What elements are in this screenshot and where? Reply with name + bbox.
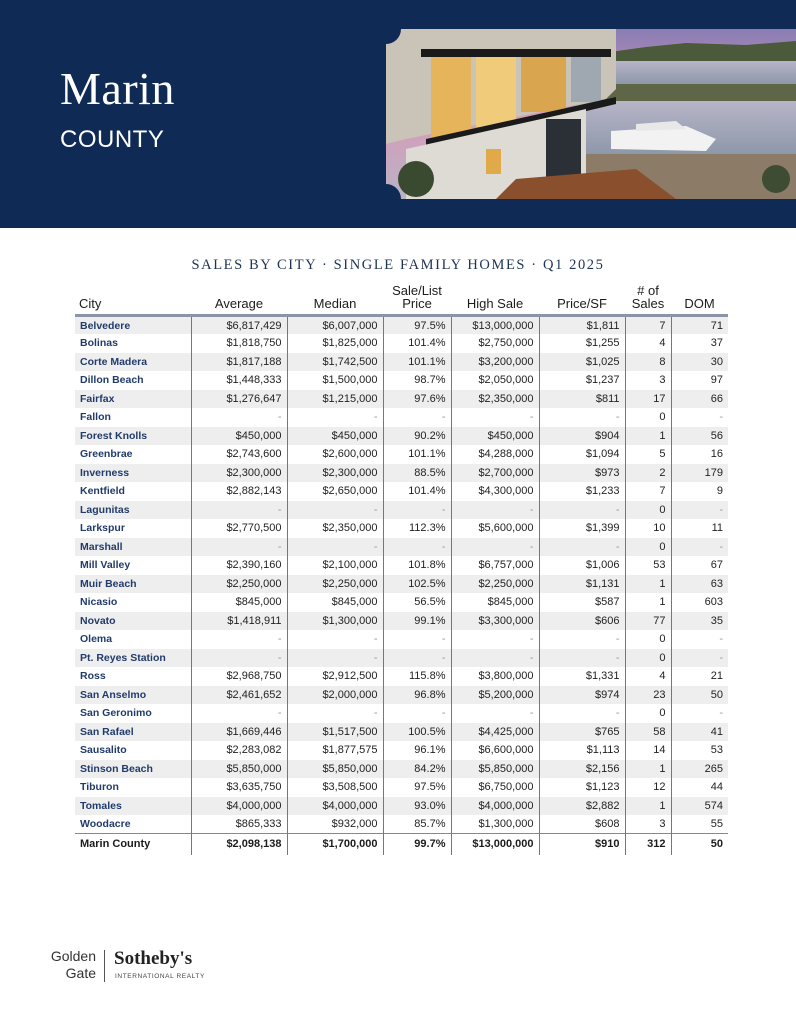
cell-city: Pt. Reyes Station: [75, 649, 191, 668]
cell-high-sale: $1,300,000: [451, 815, 539, 834]
cell-num-sales: 0: [625, 630, 671, 649]
cell-sale-list: 101.1%: [383, 353, 451, 372]
cell-num-sales: 1: [625, 760, 671, 779]
cell-average: $6,817,429: [191, 316, 287, 335]
sales-by-city-table: [75, 284, 728, 855]
cell-high-sale: -: [451, 408, 539, 427]
cell-high-sale: $4,425,000: [451, 723, 539, 742]
table-row: [75, 501, 728, 520]
cell-price-sf: $587: [539, 593, 625, 612]
cell-city: Marshall: [75, 538, 191, 557]
cell-price-sf: -: [539, 538, 625, 557]
cell-average: $450,000: [191, 427, 287, 446]
cell-price-sf: $1,233: [539, 482, 625, 501]
page-title: Marin: [60, 63, 175, 114]
cell-sale-list: 93.0%: [383, 797, 451, 816]
cell-sale-list: 88.5%: [383, 464, 451, 483]
cell-average: -: [191, 538, 287, 557]
cell-sale-list: -: [383, 538, 451, 557]
cell-num-sales: 10: [625, 519, 671, 538]
table-row: [75, 316, 728, 335]
table-row: [75, 612, 728, 631]
cell-median: $1,500,000: [287, 371, 383, 390]
cell-city: Inverness: [75, 464, 191, 483]
cell-city: Forest Knolls: [75, 427, 191, 446]
table-row: [75, 723, 728, 742]
cell-num-sales: 3: [625, 815, 671, 834]
cell-average: $2,250,000: [191, 575, 287, 594]
cell-dom: 21: [671, 667, 728, 686]
cell-sale-list: -: [383, 630, 451, 649]
cell-sale-list: 97.5%: [383, 316, 451, 335]
cell-city: Ross: [75, 667, 191, 686]
cell-average: $2,968,750: [191, 667, 287, 686]
table-row: [75, 408, 728, 427]
cell-price-sf: -: [539, 408, 625, 427]
cell-num-sales: 4: [625, 334, 671, 353]
cell-high-sale: $3,300,000: [451, 612, 539, 631]
cell-city: Dillon Beach: [75, 371, 191, 390]
cell-dom: -: [671, 630, 728, 649]
table-row: [75, 334, 728, 353]
cell-price-sf: $1,237: [539, 371, 625, 390]
cell-high-sale: $5,200,000: [451, 686, 539, 705]
cell-average: $845,000: [191, 593, 287, 612]
cell-high-sale: $3,200,000: [451, 353, 539, 372]
cell-dom: 71: [671, 316, 728, 335]
cell-dom: -: [671, 501, 728, 520]
house-photo-image: [386, 29, 796, 199]
total-price-sf: $910: [539, 834, 625, 855]
cell-median: -: [287, 538, 383, 557]
cell-average: -: [191, 704, 287, 723]
logo-divider: [104, 950, 105, 982]
table-row: [75, 371, 728, 390]
cell-sale-list: 115.8%: [383, 667, 451, 686]
cell-median: $1,877,575: [287, 741, 383, 760]
cell-average: -: [191, 501, 287, 520]
col-header-num-sales: # of Sales: [625, 284, 671, 316]
cell-sale-list: 98.7%: [383, 371, 451, 390]
cell-average: $2,300,000: [191, 464, 287, 483]
table-row: [75, 464, 728, 483]
cell-num-sales: 12: [625, 778, 671, 797]
cell-price-sf: $974: [539, 686, 625, 705]
col-header-city: City: [75, 284, 191, 316]
cell-median: $1,517,500: [287, 723, 383, 742]
cell-price-sf: $606: [539, 612, 625, 631]
col-header-price-sf: Price/SF: [539, 284, 625, 316]
cell-sale-list: 56.5%: [383, 593, 451, 612]
cell-median: $2,350,000: [287, 519, 383, 538]
page-subtitle: COUNTY: [60, 126, 165, 153]
cell-high-sale: $6,600,000: [451, 741, 539, 760]
cell-high-sale: $450,000: [451, 427, 539, 446]
table-total-row: [75, 834, 728, 855]
cell-sale-list: -: [383, 649, 451, 668]
cell-price-sf: $1,399: [539, 519, 625, 538]
cell-city: Fairfax: [75, 390, 191, 409]
table-row: [75, 556, 728, 575]
cell-num-sales: 14: [625, 741, 671, 760]
cell-num-sales: 1: [625, 797, 671, 816]
table-row: [75, 649, 728, 668]
cell-num-sales: 0: [625, 649, 671, 668]
cell-median: -: [287, 649, 383, 668]
total-high-sale: $13,000,000: [451, 834, 539, 855]
table-row: [75, 704, 728, 723]
cell-median: -: [287, 501, 383, 520]
cell-high-sale: -: [451, 649, 539, 668]
table-row: [75, 593, 728, 612]
cell-price-sf: -: [539, 501, 625, 520]
logo-text-gate: Gate: [65, 965, 96, 981]
cell-city: Novato: [75, 612, 191, 631]
cell-price-sf: $1,006: [539, 556, 625, 575]
cell-num-sales: 1: [625, 593, 671, 612]
table-row: [75, 797, 728, 816]
cell-median: $4,000,000: [287, 797, 383, 816]
cell-num-sales: 2: [625, 464, 671, 483]
cell-price-sf: $1,094: [539, 445, 625, 464]
cell-sale-list: 101.4%: [383, 482, 451, 501]
col-header-median: Median: [287, 284, 383, 316]
cell-high-sale: $13,000,000: [451, 316, 539, 335]
logo-golden-gate: [46, 948, 96, 982]
total-average: $2,098,138: [191, 834, 287, 855]
cell-num-sales: 3: [625, 371, 671, 390]
cell-median: -: [287, 408, 383, 427]
table-row: [75, 482, 728, 501]
cell-median: $2,000,000: [287, 686, 383, 705]
cell-high-sale: -: [451, 538, 539, 557]
cell-average: -: [191, 630, 287, 649]
cell-median: $845,000: [287, 593, 383, 612]
cell-average: $4,000,000: [191, 797, 287, 816]
cell-city: Woodacre: [75, 815, 191, 834]
cell-high-sale: $4,300,000: [451, 482, 539, 501]
table-row: [75, 815, 728, 834]
cell-price-sf: -: [539, 630, 625, 649]
cell-high-sale: $2,250,000: [451, 575, 539, 594]
cell-sale-list: 97.6%: [383, 390, 451, 409]
cell-high-sale: -: [451, 501, 539, 520]
cell-high-sale: $2,350,000: [451, 390, 539, 409]
cell-price-sf: $1,811: [539, 316, 625, 335]
cell-dom: 35: [671, 612, 728, 631]
cell-sale-list: 84.2%: [383, 760, 451, 779]
cell-median: $6,007,000: [287, 316, 383, 335]
table-row: [75, 760, 728, 779]
cell-city: Fallon: [75, 408, 191, 427]
cell-median: $1,300,000: [287, 612, 383, 631]
total-dom: 50: [671, 834, 728, 855]
cell-average: $1,276,647: [191, 390, 287, 409]
cell-city: Sausalito: [75, 741, 191, 760]
cell-num-sales: 23: [625, 686, 671, 705]
cell-dom: 41: [671, 723, 728, 742]
cell-dom: -: [671, 704, 728, 723]
cell-median: $2,600,000: [287, 445, 383, 464]
cell-median: $3,508,500: [287, 778, 383, 797]
cell-price-sf: $608: [539, 815, 625, 834]
cell-dom: 9: [671, 482, 728, 501]
cell-num-sales: 0: [625, 704, 671, 723]
table-row: [75, 778, 728, 797]
cell-num-sales: 0: [625, 501, 671, 520]
cell-price-sf: -: [539, 704, 625, 723]
table-row: [75, 686, 728, 705]
cell-city: Greenbrae: [75, 445, 191, 464]
cell-price-sf: $904: [539, 427, 625, 446]
cell-median: $450,000: [287, 427, 383, 446]
cell-num-sales: 0: [625, 408, 671, 427]
total-city: Marin County: [75, 834, 191, 855]
cell-price-sf: $1,331: [539, 667, 625, 686]
cell-average: $2,770,500: [191, 519, 287, 538]
cell-num-sales: 4: [625, 667, 671, 686]
logo-sothebys: Sotheby's: [114, 948, 193, 969]
cell-high-sale: $2,750,000: [451, 334, 539, 353]
cell-sale-list: 112.3%: [383, 519, 451, 538]
cell-average: $3,635,750: [191, 778, 287, 797]
cell-price-sf: $1,123: [539, 778, 625, 797]
cell-high-sale: -: [451, 704, 539, 723]
col-header-average: Average: [191, 284, 287, 316]
table-row: [75, 390, 728, 409]
cell-high-sale: -: [451, 630, 539, 649]
cell-num-sales: 1: [625, 575, 671, 594]
cell-sale-list: 90.2%: [383, 427, 451, 446]
cell-num-sales: 53: [625, 556, 671, 575]
cell-num-sales: 0: [625, 538, 671, 557]
cell-city: Kentfield: [75, 482, 191, 501]
cell-city: Tiburon: [75, 778, 191, 797]
cell-price-sf: $1,113: [539, 741, 625, 760]
cell-median: $2,100,000: [287, 556, 383, 575]
total-sale-list: 99.7%: [383, 834, 451, 855]
logo-tagline: INTERNATIONAL REALTY: [115, 973, 205, 980]
cell-dom: 63: [671, 575, 728, 594]
cell-average: $2,461,652: [191, 686, 287, 705]
cell-sale-list: 100.5%: [383, 723, 451, 742]
table-row: [75, 667, 728, 686]
cell-price-sf: -: [539, 649, 625, 668]
hero-banner: [0, 0, 796, 228]
cell-dom: 50: [671, 686, 728, 705]
cell-sale-list: -: [383, 408, 451, 427]
table-row: [75, 445, 728, 464]
table-row: [75, 353, 728, 372]
cell-average: $2,743,600: [191, 445, 287, 464]
cell-sale-list: 96.8%: [383, 686, 451, 705]
cell-city: San Rafael: [75, 723, 191, 742]
cell-dom: 574: [671, 797, 728, 816]
cell-dom: 56: [671, 427, 728, 446]
cell-city: Tomales: [75, 797, 191, 816]
cell-high-sale: $845,000: [451, 593, 539, 612]
cell-dom: 66: [671, 390, 728, 409]
cell-price-sf: $811: [539, 390, 625, 409]
cell-dom: 53: [671, 741, 728, 760]
cell-dom: -: [671, 408, 728, 427]
cell-city: Olema: [75, 630, 191, 649]
cell-average: $865,333: [191, 815, 287, 834]
cell-sale-list: 101.8%: [383, 556, 451, 575]
cell-num-sales: 1: [625, 427, 671, 446]
cell-price-sf: $1,255: [539, 334, 625, 353]
cell-median: $1,825,000: [287, 334, 383, 353]
cell-average: $1,818,750: [191, 334, 287, 353]
table-row: [75, 427, 728, 446]
cell-sale-list: 102.5%: [383, 575, 451, 594]
cell-average: $2,283,082: [191, 741, 287, 760]
total-num-sales: 312: [625, 834, 671, 855]
cell-high-sale: $3,800,000: [451, 667, 539, 686]
cell-city: Nicasio: [75, 593, 191, 612]
cell-high-sale: $2,050,000: [451, 371, 539, 390]
cell-average: $2,882,143: [191, 482, 287, 501]
cell-dom: 67: [671, 556, 728, 575]
cell-sale-list: 101.4%: [383, 334, 451, 353]
cell-num-sales: 77: [625, 612, 671, 631]
cell-sale-list: 85.7%: [383, 815, 451, 834]
table-header-row: [75, 284, 728, 316]
cell-city: San Anselmo: [75, 686, 191, 705]
cell-dom: -: [671, 649, 728, 668]
cell-dom: -: [671, 538, 728, 557]
cell-median: $2,250,000: [287, 575, 383, 594]
cell-sale-list: 101.1%: [383, 445, 451, 464]
logo-text-golden: Golden: [50, 948, 96, 964]
cell-median: $1,742,500: [287, 353, 383, 372]
cell-city: Belvedere: [75, 316, 191, 335]
cell-city: Stinson Beach: [75, 760, 191, 779]
col-header-dom: DOM: [671, 284, 728, 316]
cell-high-sale: $6,750,000: [451, 778, 539, 797]
cell-median: -: [287, 630, 383, 649]
cell-high-sale: $4,288,000: [451, 445, 539, 464]
cell-median: $932,000: [287, 815, 383, 834]
cell-dom: 16: [671, 445, 728, 464]
cell-median: $1,215,000: [287, 390, 383, 409]
cell-median: $2,650,000: [287, 482, 383, 501]
cell-average: $2,390,160: [191, 556, 287, 575]
cell-average: $1,669,446: [191, 723, 287, 742]
cell-city: Mill Valley: [75, 556, 191, 575]
cell-median: -: [287, 704, 383, 723]
col-header-sale-list-price: Sale/List Price: [383, 284, 451, 316]
cell-average: -: [191, 408, 287, 427]
cell-high-sale: $4,000,000: [451, 797, 539, 816]
col-header-high-sale: High Sale: [451, 284, 539, 316]
cell-dom: 603: [671, 593, 728, 612]
cell-city: Larkspur: [75, 519, 191, 538]
hero-photo: [386, 29, 796, 199]
cell-city: San Geronimo: [75, 704, 191, 723]
cell-median: $2,300,000: [287, 464, 383, 483]
cell-high-sale: $5,600,000: [451, 519, 539, 538]
table-row: [75, 538, 728, 557]
cell-price-sf: $765: [539, 723, 625, 742]
cell-sale-list: 97.5%: [383, 778, 451, 797]
cell-num-sales: 7: [625, 316, 671, 335]
cell-num-sales: 5: [625, 445, 671, 464]
cell-high-sale: $2,700,000: [451, 464, 539, 483]
cell-median: $5,850,000: [287, 760, 383, 779]
cell-dom: 11: [671, 519, 728, 538]
total-median: $1,700,000: [287, 834, 383, 855]
cell-num-sales: 17: [625, 390, 671, 409]
cell-price-sf: $2,882: [539, 797, 625, 816]
cell-average: $1,448,333: [191, 371, 287, 390]
cell-city: Muir Beach: [75, 575, 191, 594]
table-row: [75, 575, 728, 594]
cell-price-sf: $973: [539, 464, 625, 483]
cell-sale-list: -: [383, 704, 451, 723]
cell-dom: 55: [671, 815, 728, 834]
table-row: [75, 741, 728, 760]
cell-city: Lagunitas: [75, 501, 191, 520]
cell-price-sf: $1,025: [539, 353, 625, 372]
cell-dom: 37: [671, 334, 728, 353]
cell-dom: 265: [671, 760, 728, 779]
cell-average: -: [191, 649, 287, 668]
cell-sale-list: -: [383, 501, 451, 520]
cell-average: $1,418,911: [191, 612, 287, 631]
cell-high-sale: $5,850,000: [451, 760, 539, 779]
table-row: [75, 519, 728, 538]
cell-city: Corte Madera: [75, 353, 191, 372]
cell-average: $1,817,188: [191, 353, 287, 372]
cell-num-sales: 58: [625, 723, 671, 742]
cell-high-sale: $6,757,000: [451, 556, 539, 575]
section-title: SALES BY CITY · SINGLE FAMILY HOMES · Q1 2025: [191, 257, 605, 273]
cell-sale-list: 96.1%: [383, 741, 451, 760]
cell-city: Bolinas: [75, 334, 191, 353]
cell-num-sales: 8: [625, 353, 671, 372]
cell-num-sales: 7: [625, 482, 671, 501]
table-row: [75, 630, 728, 649]
cell-dom: 97: [671, 371, 728, 390]
cell-average: $5,850,000: [191, 760, 287, 779]
cell-median: $2,912,500: [287, 667, 383, 686]
cell-price-sf: $1,131: [539, 575, 625, 594]
cell-dom: 30: [671, 353, 728, 372]
cell-price-sf: $2,156: [539, 760, 625, 779]
cell-sale-list: 99.1%: [383, 612, 451, 631]
cell-dom: 179: [671, 464, 728, 483]
cell-dom: 44: [671, 778, 728, 797]
